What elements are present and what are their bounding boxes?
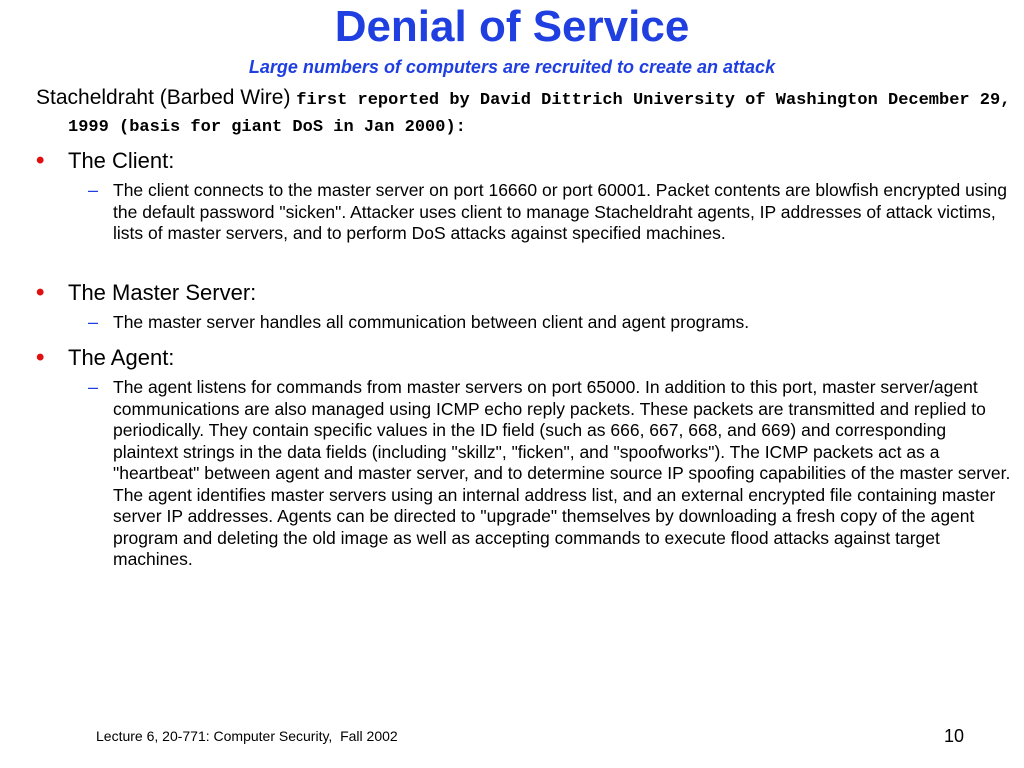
- intro-monospace: first reported by David Dittrich University of Washington December 29, 1999 (basis for giant DoS in Jan 2000):: [68, 91, 1011, 137]
- bullet-heading: The Agent:: [68, 345, 175, 370]
- dash-icon: –: [88, 377, 99, 397]
- bullet-item-master-server: [36, 280, 996, 334]
- bullet-icon: •: [36, 344, 45, 371]
- bullet-heading-row: [36, 345, 996, 371]
- slide-title: Denial of Service: [334, 2, 690, 51]
- sub-bullet-text: The client connects to the master server on port 16660 or port 60001. Packet contents are blowfish encrypted using the default password "sicken". Attacker uses client to manage Stacheldraht agents, IP addresses of attack victims, lists of master servers, and to perform DoS attacks against specified machines.: [113, 180, 1007, 243]
- sub-bullet-row: [88, 180, 1013, 245]
- slide-subtitle: Large numbers of computers are recruited to create an attack: [248, 57, 776, 77]
- bullet-item-agent: [36, 344, 1011, 571]
- sub-bullet-row: [88, 377, 1013, 571]
- sub-bullet-text: The agent listens for commands from master servers on port 65000. In addition to this port, master server/agent communications are also managed using ICMP echo reply packets. These packets are transmitted and replied to periodically. They contain specific values in the ID field (such as 666, 667, 668, and 669) and corresponding plaintext strings in the data fields (including "skillz", "ficken", and "spoofworks"). The ICMP packets act as a "heartbeat" between agent and master server, and to determine source IP spoofing capabilities of the master server. The agent identifies master servers using an internal address list, and an external encrypted file containing master server IP addresses. Agents can be directed to "upgrade" themselves by downloading a fresh copy of the agent program and deleting the old image as well as accepting commands to execute flood attacks against target machines.: [113, 377, 1011, 569]
- bullet-icon: •: [36, 147, 45, 174]
- footer-course-info: Lecture 6, 20-771: Computer Security, Fall 2002: [96, 728, 398, 744]
- bullet-heading: The Master Server:: [68, 280, 257, 305]
- dash-icon: –: [88, 180, 99, 200]
- bullet-heading: The Client:: [68, 148, 175, 173]
- intro-lead: Stacheldraht (Barbed Wire): [36, 86, 291, 109]
- bullet-heading-row: [36, 280, 996, 306]
- footer-page-number: 10: [943, 726, 964, 746]
- bullet-item-client: [36, 147, 1007, 245]
- bullet-heading-row: [36, 148, 996, 174]
- intro-paragraph: [36, 86, 1024, 140]
- sub-bullet-row: [88, 312, 1013, 334]
- sub-bullet-text: The master server handles all communication between client and agent programs.: [113, 312, 750, 332]
- bullet-icon: •: [36, 279, 45, 306]
- dash-icon: –: [88, 312, 99, 332]
